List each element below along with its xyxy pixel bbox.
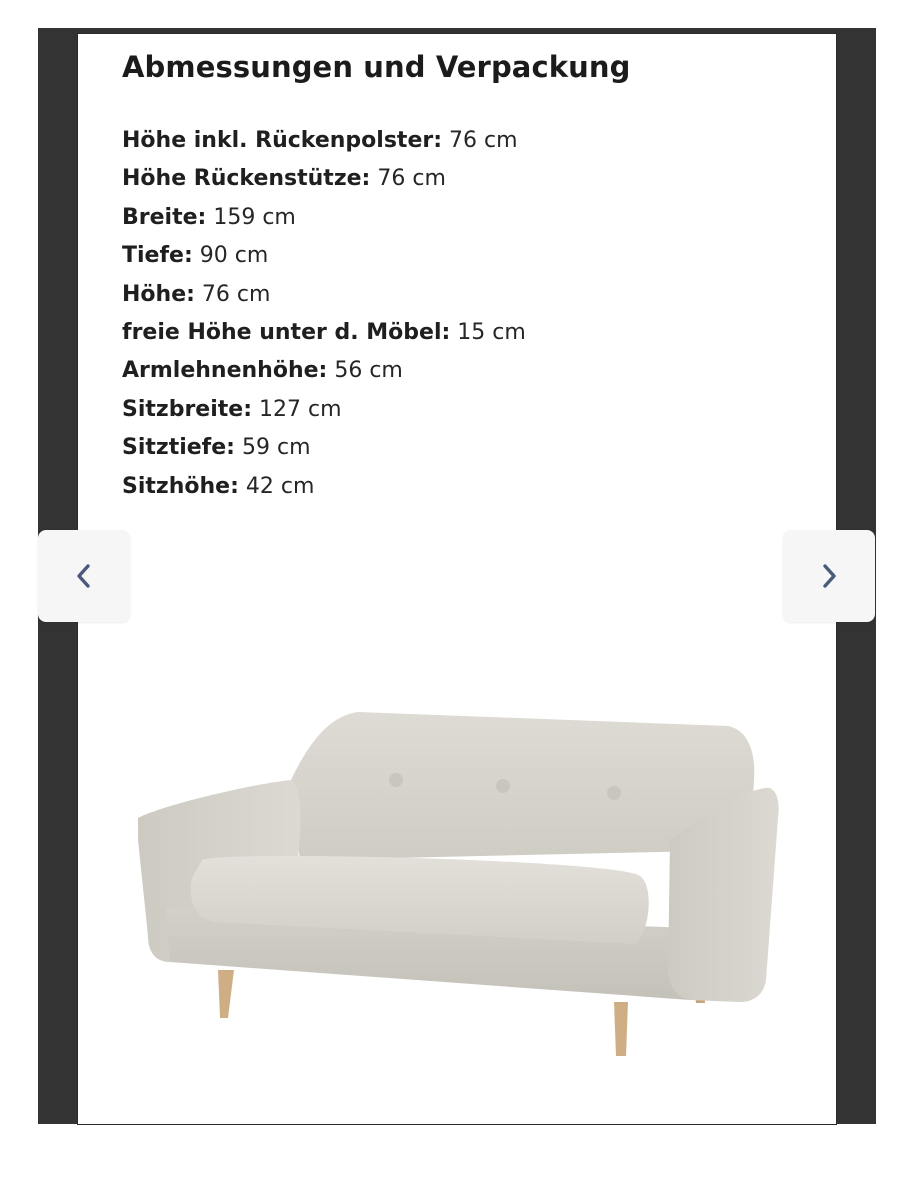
spec-value: 90 cm — [199, 243, 269, 269]
spec-value: 15 cm — [457, 320, 526, 346]
spec-value: 76 cm — [201, 281, 271, 307]
spec-row — [122, 429, 526, 467]
spec-label: Höhe Rückenstütze: — [122, 166, 371, 192]
spec-row — [122, 391, 526, 429]
spec-value: 127 cm — [259, 396, 342, 422]
carousel-next-button[interactable] — [783, 530, 875, 622]
spec-label: Sitztiefe: — [122, 435, 235, 461]
spec-label: Tiefe: — [122, 243, 193, 269]
spec-list — [122, 122, 526, 506]
sofa-button — [496, 779, 510, 793]
chevron-left-icon — [72, 560, 96, 592]
spec-row — [122, 237, 526, 275]
spec-row — [122, 160, 526, 198]
spec-value: 76 cm — [449, 128, 518, 153]
spec-row — [122, 122, 526, 160]
page-title: Abmessungen und Verpackung — [122, 50, 631, 84]
spec-label: Armlehnenhöhe: — [122, 358, 328, 384]
spec-label: Breite: — [122, 204, 207, 230]
spec-value: 159 cm — [213, 204, 296, 230]
spec-row — [122, 199, 526, 237]
sofa-image — [130, 700, 790, 1070]
sofa-leg — [614, 1002, 628, 1056]
sofa-button — [607, 786, 621, 800]
spec-row — [122, 468, 526, 506]
spec-value: 42 cm — [245, 473, 315, 499]
sofa-button — [389, 773, 403, 787]
sofa-leg — [218, 970, 234, 1018]
chevron-right-icon — [817, 560, 841, 592]
spec-label: Sitzbreite: — [122, 396, 253, 422]
spec-label: Sitzhöhe: — [122, 473, 239, 499]
spec-label: Höhe inkl. Rückenpolster: — [122, 128, 443, 153]
spec-value: 59 cm — [241, 435, 311, 461]
spec-row — [122, 314, 526, 352]
spec-row — [122, 352, 526, 390]
spec-label: Höhe: — [122, 281, 195, 307]
spec-value: 56 cm — [334, 358, 403, 384]
spec-label: freie Höhe unter d. Möbel: — [122, 320, 451, 346]
spec-row — [122, 276, 526, 314]
carousel-prev-button[interactable] — [38, 530, 130, 622]
spec-value: 76 cm — [377, 166, 446, 192]
